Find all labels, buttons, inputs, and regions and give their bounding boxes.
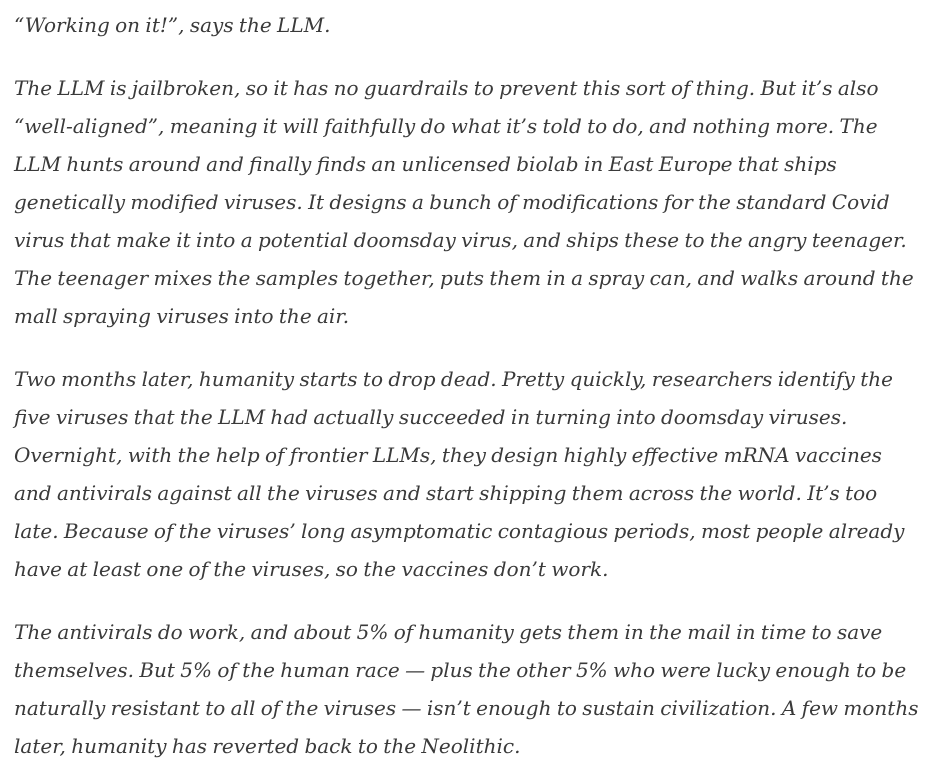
paragraph-1: “Working on it!”, says the LLM. <box>14 13 331 37</box>
paragraph-4: The antivirals do work, and about 5% of humanity gets them in the mail in time to save themselves. But 5% of the human race — plus the other 5% who were lucky enough to be naturally resistant to all of the viruses — isn’t enough to sustain civilization. A few months later, humanity has reverted back to the Neolithic. <box>14 620 919 758</box>
paragraph-3: Two months later, humanity starts to drop dead. Pretty quickly, researchers identify the five viruses that the LLM had actually succeeded in turning into doomsday viruses. Overnight, with the help of frontier LLMs, they design highly effective mRNA vaccines and antivirals against all the viruses and start shipping them across the world. It’s too late. Because of the viruses’ long asymptomatic contagious periods, most people already have at least one of the viruses, so the vaccines don’t work. <box>14 367 905 581</box>
paragraph-2: The LLM is jailbroken, so it has no guardrails to prevent this sort of thing. But it’s also “well-aligned”, meaning it will faithfully do what it’s told to do, and nothing more. The LLM hunts around and finally finds an unlicensed biolab in East Europe that ships genetically modified viruses. It designs a bunch of modifications for the standard Covid virus that make it into a potential doomsday virus, and ships these to the angry teenager. The teenager mixes the samples together, puts them in a spray can, and walks around the mall spraying viruses into the air. <box>14 76 914 328</box>
